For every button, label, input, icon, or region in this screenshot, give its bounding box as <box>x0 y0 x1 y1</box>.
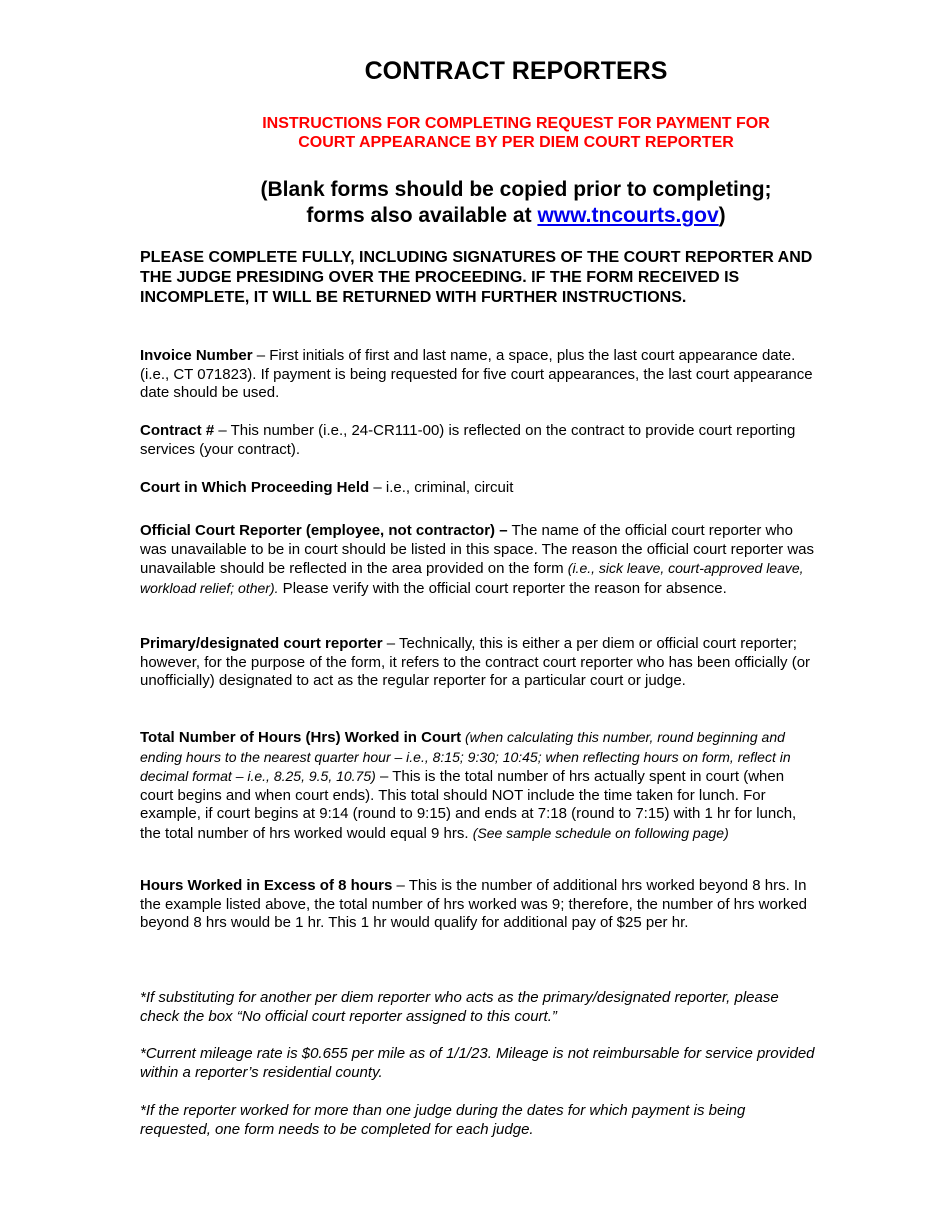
tncourts-link[interactable]: www.tncourts.gov <box>537 204 719 227</box>
section-total-hours <box>140 728 820 844</box>
blank-note-line-2 <box>140 203 892 229</box>
section-court-proceeding <box>140 479 820 498</box>
subtitle-line-1: INSTRUCTIONS FOR COMPLETING REQUEST FOR PAYMENT FOR <box>262 115 770 132</box>
invoice-text: – First initials of first and last name, a space, plus the last court appearance date. (i.e., CT 071823). If payment is being requested for five court appearances, the last court appearance date should be used. <box>140 347 813 402</box>
court-text: – i.e., criminal, circuit <box>369 479 514 496</box>
completion-warning: PLEASE COMPLETE FULLY, INCLUDING SIGNATURES OF THE COURT REPORTER AND THE JUDGE PRESIDING OVER THE PROCEEDING. IF THE FORM RECEIVED IS INCOMPLETE, IT WILL BE RETURNED WITH FURTHER INSTRUCTIONS. <box>140 249 813 306</box>
note-multiple-judges: *If the reporter worked for more than one judge during the dates for which payment is being requested, one form needs to be completed for each judge. <box>140 1102 746 1138</box>
blank-note-line-1: (Blank forms should be copied prior to completing; <box>260 178 772 201</box>
primary-label: Primary/designated court reporter <box>140 635 383 652</box>
total-hours-label: Total Number of Hours (Hrs) Worked in Court <box>140 729 462 746</box>
total-hours-italic-2: (See sample schedule on following page) <box>472 824 729 841</box>
instructions-subtitle <box>140 114 892 152</box>
primary-text: – Technically, this is either a per diem or official court reporter; however, for the purpose of the form, it refers to the contract court reporter who has been officially (or unofficially) designated to act as the regular reporter for a particular court or judge. <box>140 635 811 690</box>
contract-label: Contract # <box>140 422 215 439</box>
blank-forms-note <box>140 177 892 229</box>
excess-label: Hours Worked in Excess of 8 hours <box>140 877 393 894</box>
blank-note-suffix: ) <box>718 204 726 227</box>
official-text-2: Please verify with the official court reporter the reason for absence. <box>278 579 727 597</box>
note-mileage: *Current mileage rate is $0.655 per mile as of 1/1/23. Mileage is not reimbursable for service provided within a reporter’s residential county. <box>140 1045 815 1081</box>
excess-text: – This is the number of additional hrs worked beyond 8 hrs. In the example listed above, the total number of hrs worked was 9; therefore, the number of hrs worked beyond 8 hrs would be 1 hr. This 1 hr would qualify for additional pay of $25 per hr. <box>140 877 808 932</box>
official-label: Official Court Reporter (employee, not contractor) – <box>140 522 508 539</box>
section-primary-reporter <box>140 635 820 691</box>
invoice-label: Invoice Number <box>140 347 253 364</box>
page-title: CONTRACT REPORTERS <box>364 57 668 85</box>
official-text-1: The name of the official court reporter who was unavailable to be in court should be listed in this space. The reason the official court reporter was unavailable should be reflected in the area provided on the form <box>140 522 814 578</box>
court-label: Court in Which Proceeding Held <box>140 479 370 496</box>
official-italic: (i.e., sick leave, court-approved leave, workload relief; other). <box>140 560 804 596</box>
blank-note-prefix: forms also available at <box>306 204 538 227</box>
note-substituting: *If substituting for another per diem reporter who acts as the primary/designated reporter, please check the box “No official court reporter assigned to this court.” <box>140 989 779 1025</box>
subtitle-line-2: COURT APPEARANCE BY PER DIEM COURT REPORTER <box>298 134 734 151</box>
section-contract-number <box>140 422 820 459</box>
section-official-reporter <box>140 522 820 598</box>
total-hours-text: – This is the total number of hrs actually spent in court (when court begins and when court ends). This total should NOT include the time taken for lunch. For example, if court begins at 9:14 (round to 9:15) and ends at 7:18 (round to 7:15) with 1 hr for lunch, the total number of hrs worked would equal 9 hrs. <box>140 768 797 842</box>
total-hours-italic-1: (when calculating this number, round beginning and ending hours to the nearest quarter hour – i.e., 8:15; 9:30; 10:45; when reflecting hours on form, reflect in decimal format – i.e., 8.25, 9.5, 10.75) <box>140 729 791 785</box>
section-excess-hours <box>140 877 820 933</box>
contract-text: – This number (i.e., 24-CR111-00) is reflected on the contract to provide court reporting services (your contract). <box>140 422 796 458</box>
section-invoice-number <box>140 347 820 403</box>
